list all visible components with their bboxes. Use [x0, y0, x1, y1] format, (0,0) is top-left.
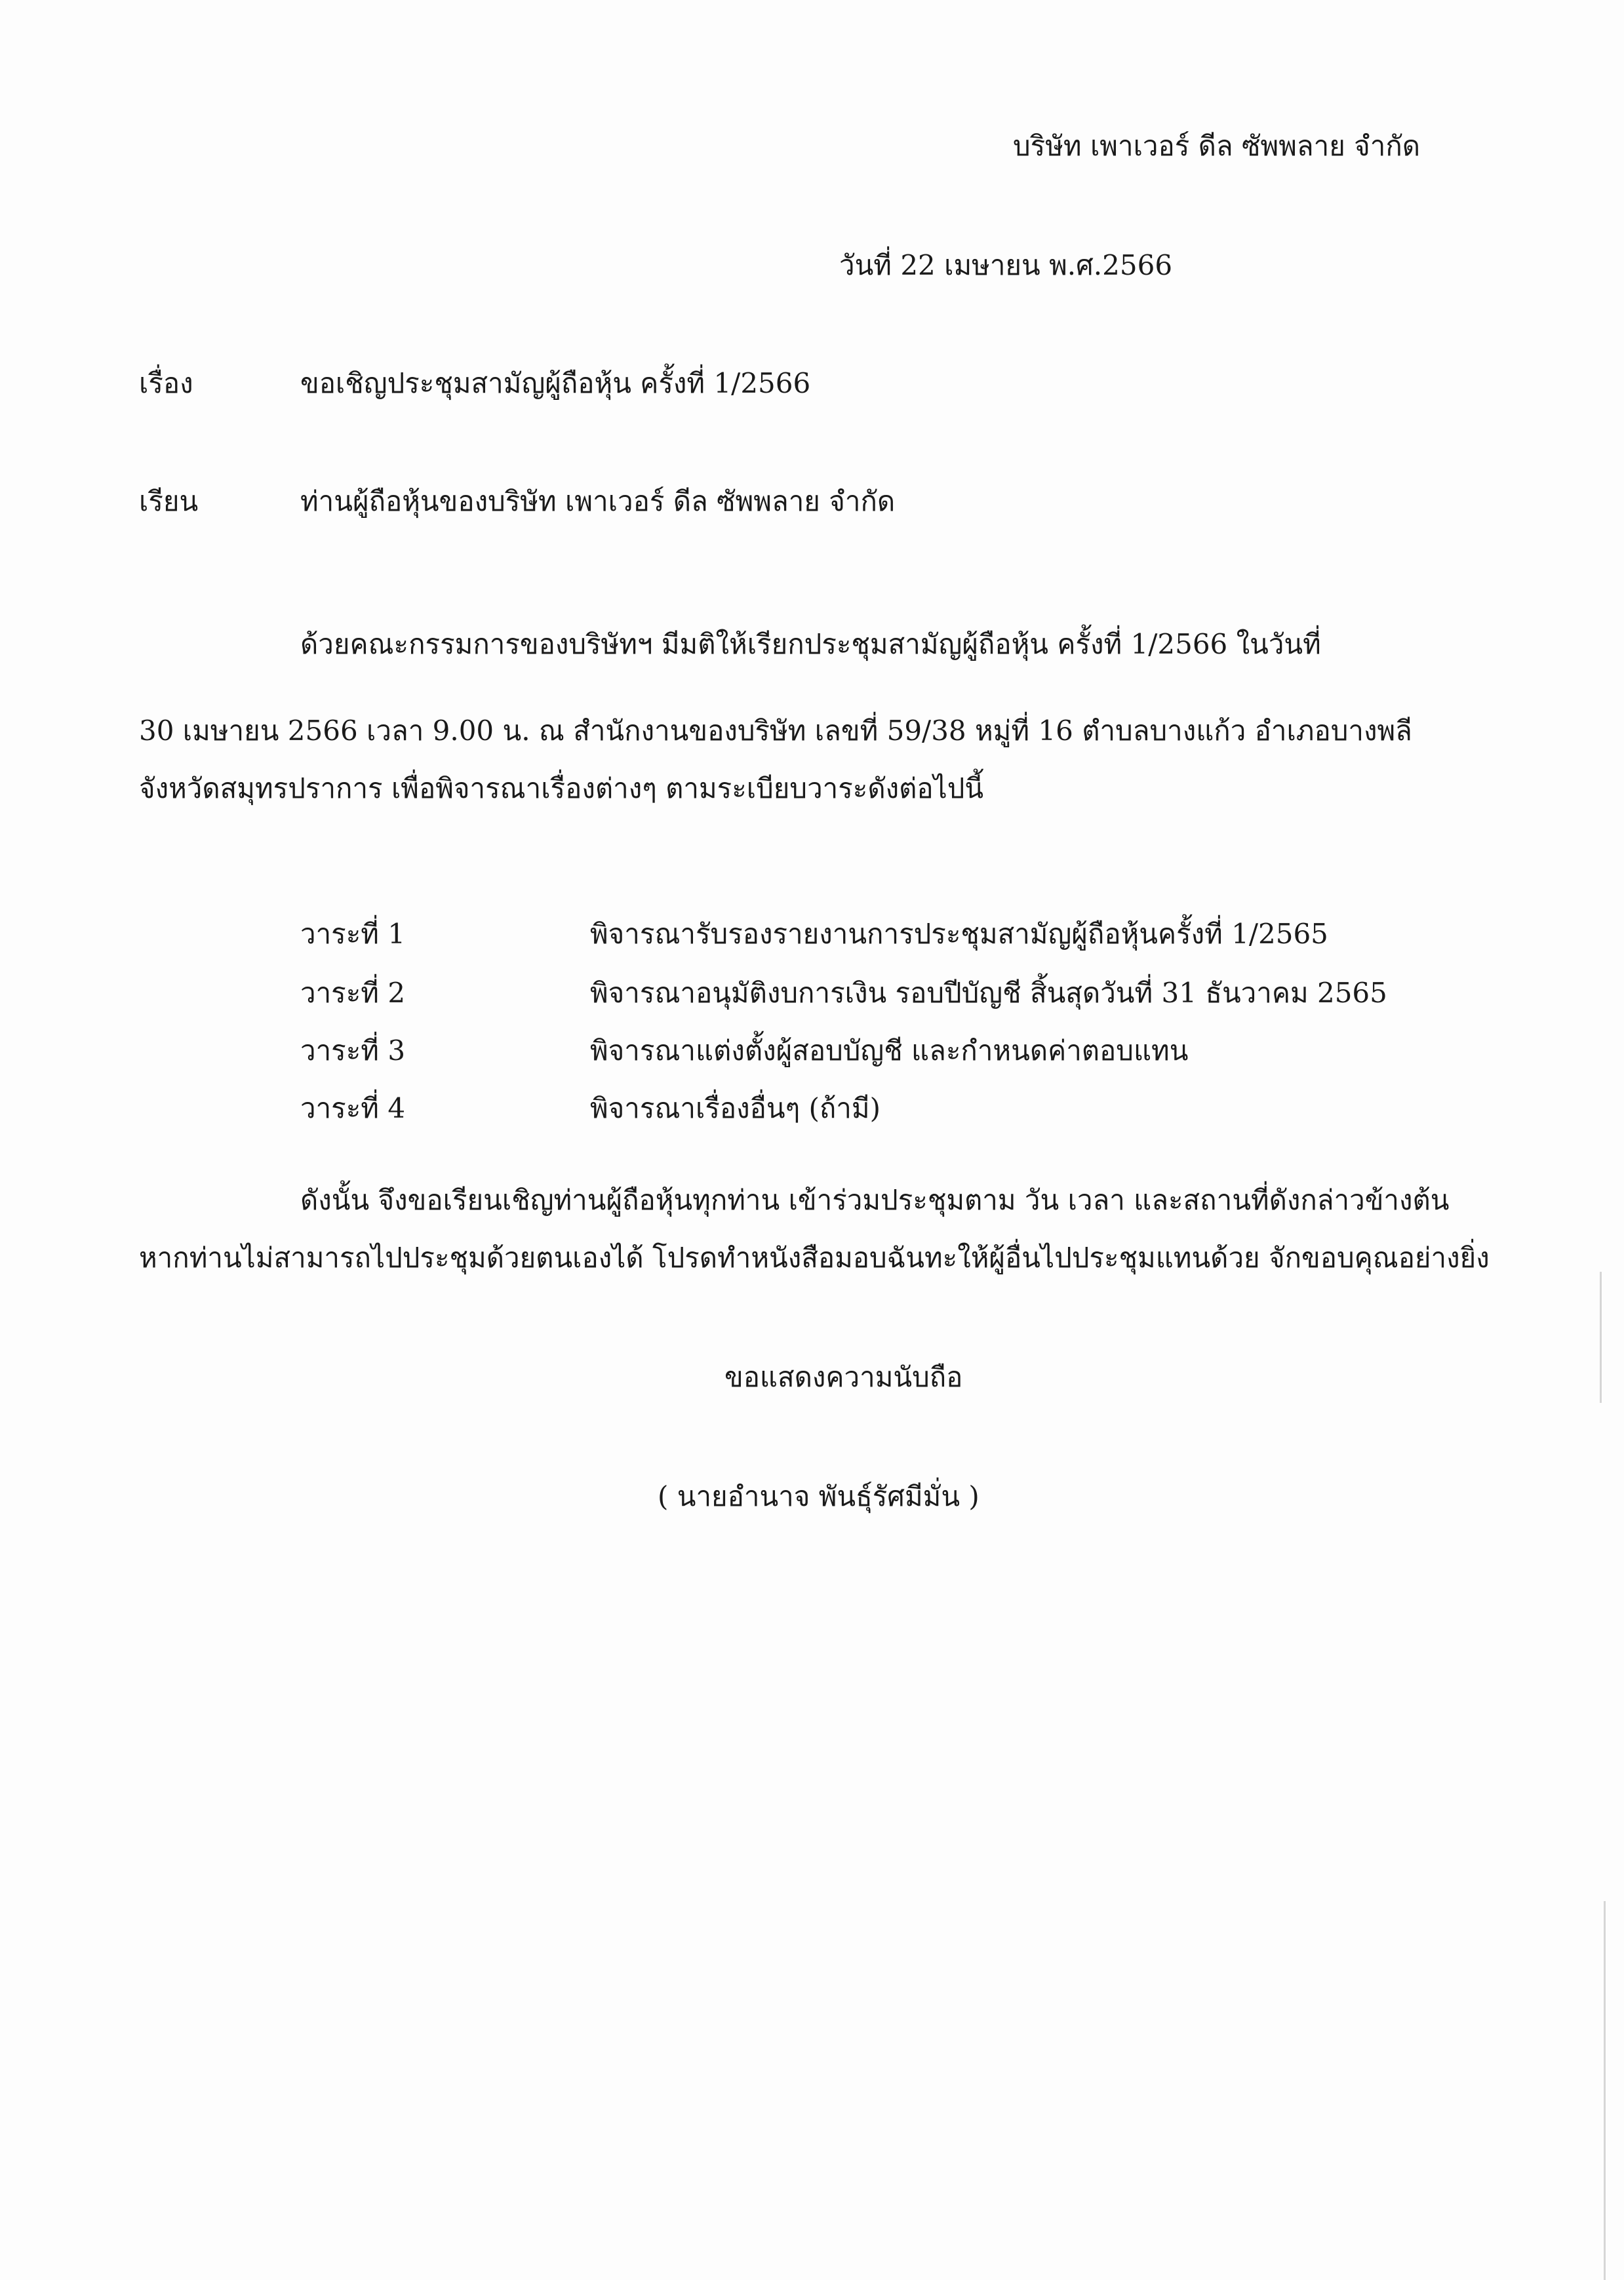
- subject-label: เรื่อง: [139, 367, 193, 399]
- scan-edge-mark: [1604, 1901, 1606, 2280]
- body-line-3: จังหวัดสมุทรปราการ เพื่อพิจารณาเรื่องต่างๆ ตามระเบียบวาระดังต่อไปนี้: [139, 772, 984, 804]
- closing-line-1: ดังนั้น จึงขอเรียนเชิญท่านผู้ถือหุ้นทุกท่าน เข้าร่วมประชุมตาม วัน เวลา และสถานที่ดังกล่าวข้างต้น: [300, 1184, 1450, 1216]
- agenda-item-label: วาระที่ 4: [300, 1092, 406, 1124]
- agenda-item-text: พิจารณาอนุมัติงบการเงิน รอบปีบัญชี สิ้นสุดวันที่ 31 ธันวาคม 2565: [590, 977, 1387, 1009]
- recipient-label: เรียน: [139, 485, 199, 517]
- regards-text: ขอแสดงความนับถือ: [724, 1361, 963, 1393]
- body-line-1: ด้วยคณะกรรมการของบริษัทฯ มีมติให้เรียกประชุมสามัญผู้ถือหุ้น ครั้งที่ 1/2566 ในวันที่: [300, 628, 1321, 660]
- agenda-item-label: วาระที่ 2: [300, 977, 406, 1009]
- recipient-text: ท่านผู้ถือหุ้นของบริษัท เพาเวอร์ ดีล ซัพพลาย จำกัด: [300, 485, 896, 517]
- agenda-item-text: พิจารณาเรื่องอื่นๆ (ถ้ามี): [590, 1092, 881, 1124]
- agenda-item-label: วาระที่ 3: [300, 1034, 406, 1067]
- closing-line-2: หากท่านไม่สามารถไปประชุมด้วยตนเองได้ โปรดทำหนังสือมอบฉันทะให้ผู้อื่นไปประชุมแทนด้วย จักขอบคุณอย่างยิ่ง: [139, 1242, 1490, 1274]
- subject-text: ขอเชิญประชุมสามัญผู้ถือหุ้น ครั้งที่ 1/2566: [300, 367, 811, 399]
- signatory-name: ( นายอำนาจ พันธุ์รัศมีมั่น ): [658, 1480, 980, 1512]
- scan-edge-mark: [1600, 1272, 1602, 1403]
- agenda-item-text: พิจารณารับรองรายงานการประชุมสามัญผู้ถือหุ้นครั้งที่ 1/2565: [590, 918, 1328, 950]
- agenda-item-text: พิจารณาแต่งตั้งผู้สอบบัญชี และกำหนดค่าตอบแทน: [590, 1034, 1189, 1067]
- letter-date: วันที่ 22 เมษายน พ.ศ.2566: [839, 249, 1173, 281]
- company-name: บริษัท เพาเวอร์ ดีล ซัพพลาย จำกัด: [1013, 130, 1421, 162]
- agenda-item-label: วาระที่ 1: [300, 918, 406, 950]
- body-line-2: 30 เมษายน 2566 เวลา 9.00 น. ณ สำนักงานของบริษัท เลขที่ 59/38 หมู่ที่ 16 ตำบลบางแก้ว อำเภอบางพลี: [139, 715, 1412, 747]
